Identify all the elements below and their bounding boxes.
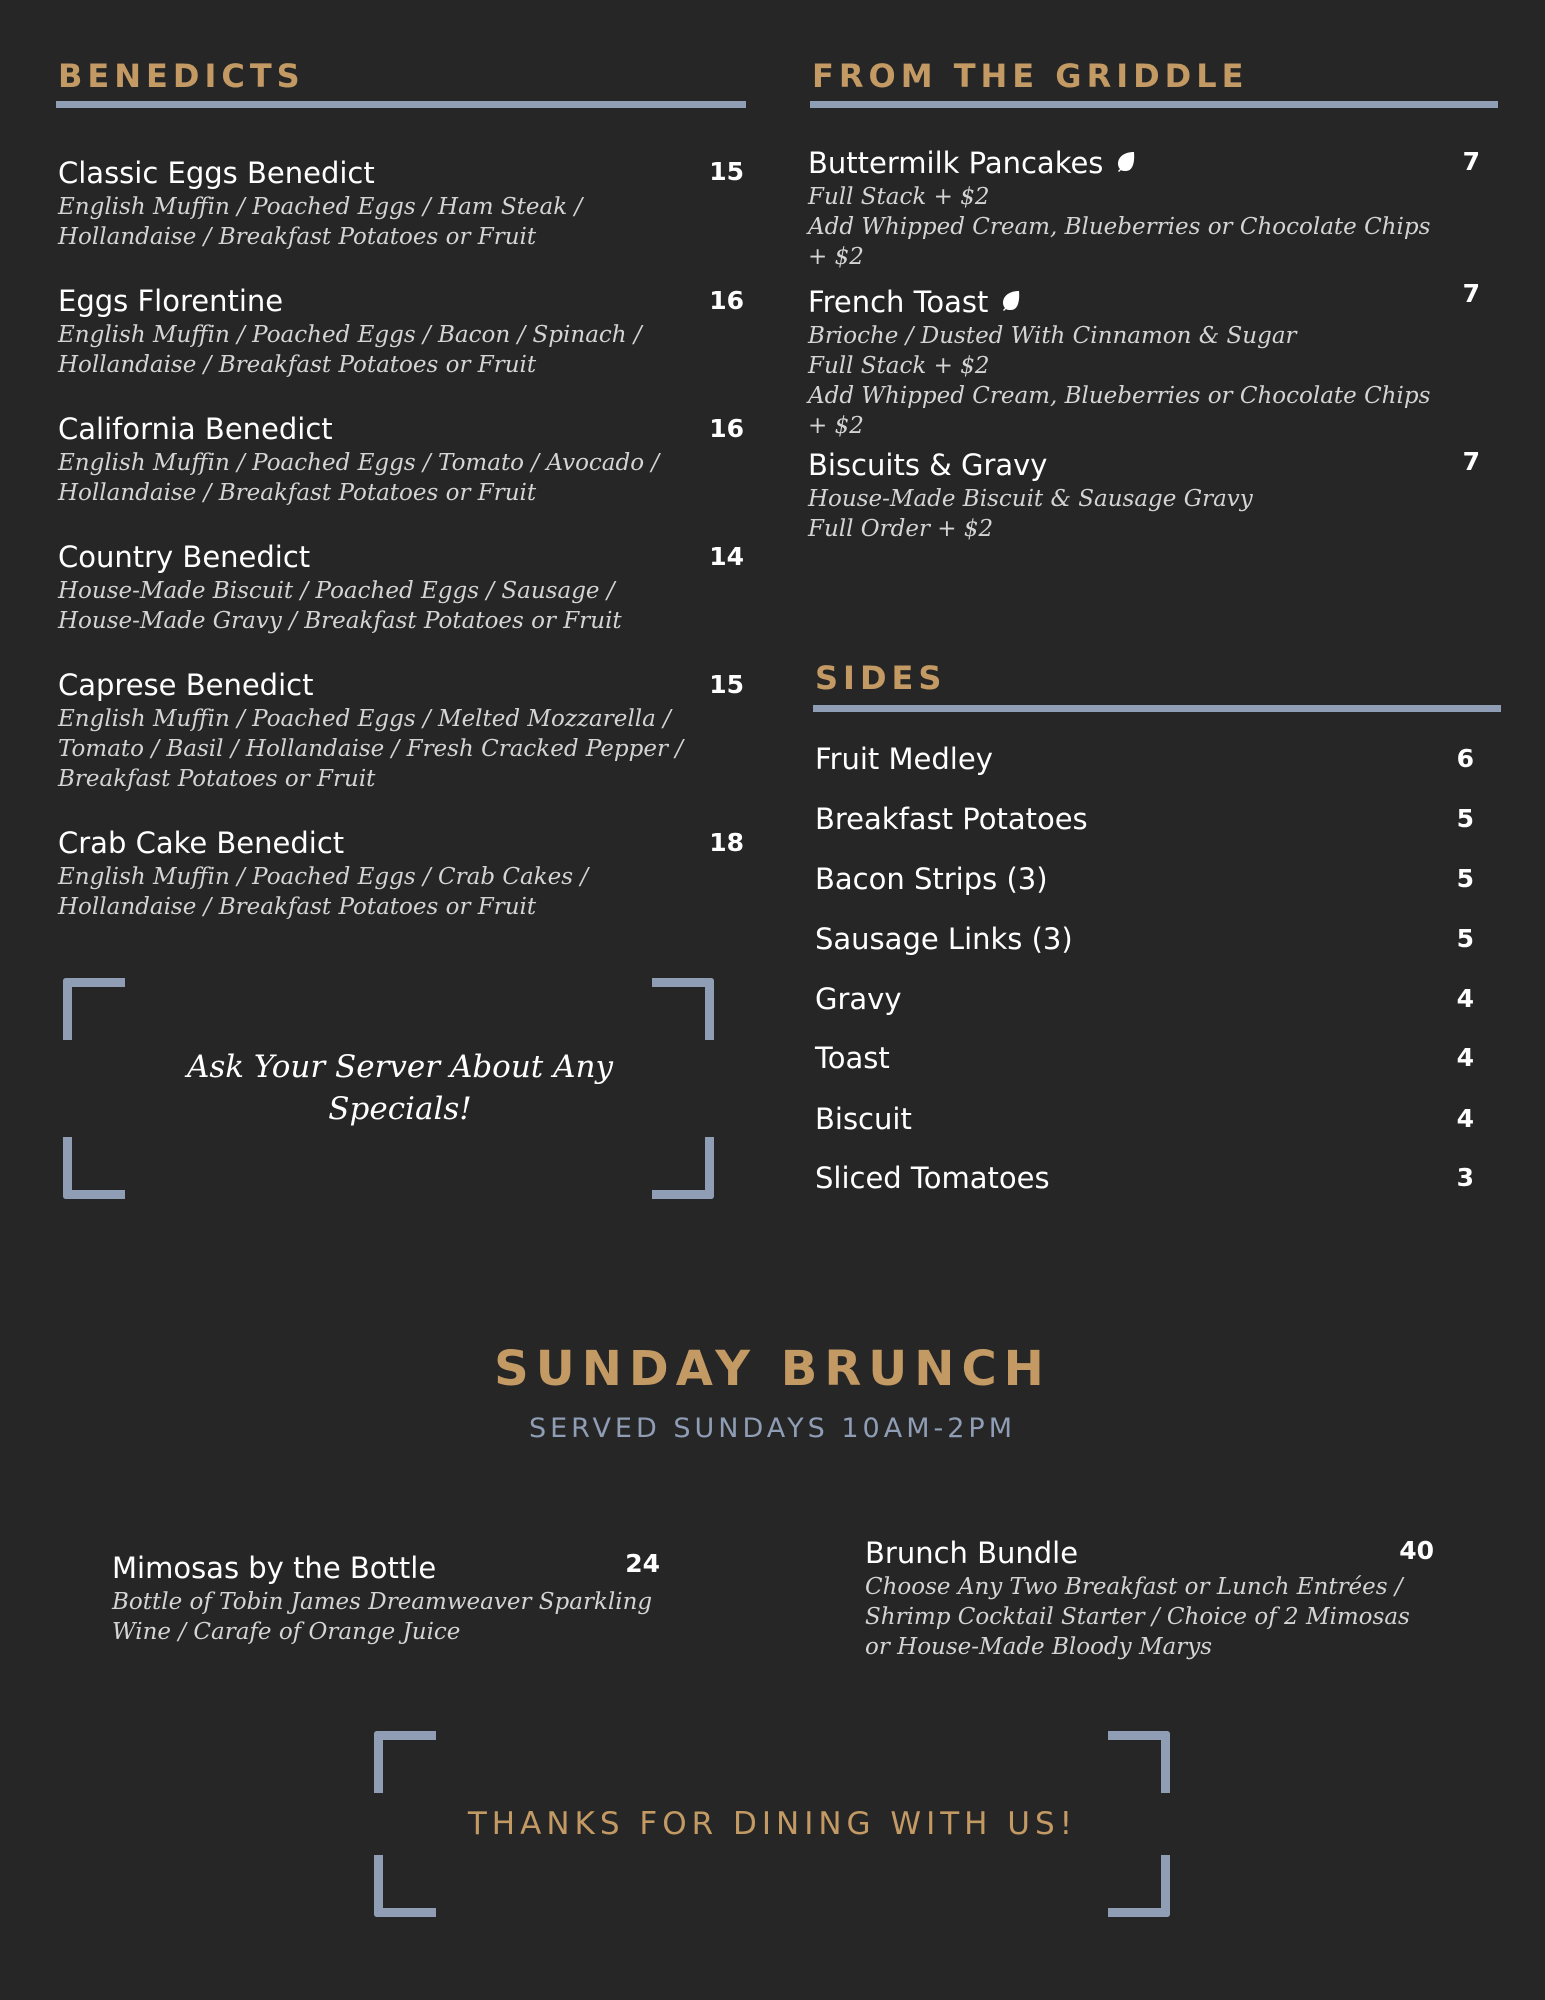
frame-corner-bottom-right [1108,1855,1170,1917]
side-item-name: Breakfast Potatoes [815,802,1088,836]
sides-heading: SIDES [815,659,947,697]
side-item-name: Biscuit [815,1102,912,1136]
item-name: Country Benedict [58,540,311,574]
side-item-price: 5 [1456,864,1474,893]
item-desc-line: Shrimp Cocktail Starter / Choice of 2 Mimosas [865,1604,1410,1630]
item-price: 7 [1462,147,1480,176]
benedicts-heading: BENEDICTS [58,57,305,95]
item-desc-line: Wine / Carafe of Orange Juice [112,1619,461,1645]
item-desc-line: Bottle of Tobin James Dreamweaver Sparkling [112,1589,653,1615]
item-price: 16 [709,286,744,315]
leaf-icon [1000,282,1022,320]
side-item-price: 6 [1456,744,1474,773]
item-name: California Benedict [58,412,333,446]
specials-note-line: Ask Your Server About Any [187,1049,613,1085]
frame-corner-top-left [63,978,125,1040]
item-price: 15 [709,670,744,699]
item-desc-line: Hollandaise / Breakfast Potatoes or Fruit [58,224,537,250]
item-desc-line: Hollandaise / Breakfast Potatoes or Fruit [58,480,537,506]
frame-corner-top-right [652,978,714,1040]
frame-corner-bottom-left [374,1855,436,1917]
item-name: Brunch Bundle [865,1536,1079,1570]
brunch-subtitle: SERVED SUNDAYS 10AM-2PM [528,1413,1016,1444]
item-desc-line: English Muffin / Poached Eggs / Melted Mozzarella / [58,706,671,732]
item-desc-line: Breakfast Potatoes or Fruit [58,766,376,792]
item-name-row [808,283,1448,321]
leaf-icon [1115,143,1137,181]
item-name-row [808,144,1448,182]
frame-corner-top-right [1108,1731,1170,1793]
side-item-name: Sausage Links (3) [815,922,1073,956]
side-item-price: 3 [1456,1163,1474,1192]
thanks-message: THANKS FOR DINING WITH US! [467,1806,1078,1842]
item-desc-line: House-Made Gravy / Breakfast Potatoes or Fruit [58,608,622,634]
menu-item-crab-cake-benedict [58,824,698,922]
item-price: 14 [709,542,744,571]
frame-corner-bottom-left [63,1137,125,1199]
item-name: Buttermilk Pancakes [808,146,1104,180]
menu-item-biscuits-and-gravy [808,446,1448,544]
menu-item-buttermilk-pancakes [808,144,1448,272]
item-desc-line: English Muffin / Poached Eggs / Bacon / Spinach / [58,322,642,348]
item-desc-line: Add Whipped Cream, Blueberries or Chocolate Chips + $2 [808,383,1431,439]
item-desc-line: Hollandaise / Breakfast Potatoes or Fruit [58,894,537,920]
side-item-name: Toast [815,1041,890,1075]
item-desc-line: Tomato / Basil / Hollandaise / Fresh Cracked Pepper / [58,736,684,762]
menu-item-california-benedict [58,410,698,508]
side-item-price: 5 [1456,924,1474,953]
menu-item-eggs-florentine [58,282,698,380]
item-name: Classic Eggs Benedict [58,156,375,190]
item-name: Crab Cake Benedict [58,826,345,860]
side-item-name: Fruit Medley [815,742,993,776]
menu-item-brunch-bundle [865,1534,1425,1662]
item-desc-line: House-Made Biscuit & Sausage Gravy [808,486,1253,512]
brunch-title: SUNDAY BRUNCH [494,1341,1051,1397]
item-name: French Toast [808,285,989,319]
item-price: 7 [1462,447,1480,476]
item-desc-line: House-Made Biscuit / Poached Eggs / Sausage / [58,578,615,604]
side-item-name: Gravy [815,982,902,1016]
item-desc-line: English Muffin / Poached Eggs / Crab Cakes / [58,864,589,890]
side-item-price: 5 [1456,804,1474,833]
sides-rule [813,705,1501,712]
specials-note-line: Specials! [328,1091,472,1127]
item-desc-line: Add Whipped Cream, Blueberries or Chocolate Chips + $2 [808,214,1431,270]
item-desc-line: Choose Any Two Breakfast or Lunch Entrées / [865,1574,1403,1600]
side-item-name: Bacon Strips (3) [815,862,1048,896]
side-item-price: 4 [1456,984,1474,1013]
griddle-heading: FROM THE GRIDDLE [812,57,1249,95]
menu-item-country-benedict [58,538,698,636]
item-desc-line: Full Stack + $2 [808,353,990,379]
item-price: 16 [709,414,744,443]
griddle-rule [810,101,1498,108]
item-price: 18 [709,828,744,857]
item-name: Eggs Florentine [58,284,284,318]
menu-item-classic-eggs-benedict [58,154,698,252]
item-name: Mimosas by the Bottle [112,1551,437,1585]
item-desc-line: Brioche / Dusted With Cinnamon & Sugar [808,323,1297,349]
specials-note [130,1046,670,1130]
benedicts-rule [56,101,746,108]
item-price: 15 [709,157,744,186]
frame-corner-top-left [374,1731,436,1793]
side-item-price: 4 [1456,1104,1474,1133]
menu-item-mimosas-by-the-bottle [112,1549,672,1647]
item-price: 24 [625,1549,660,1578]
item-desc-line: Hollandaise / Breakfast Potatoes or Fruit [58,352,537,378]
item-desc-line: Full Order + $2 [808,516,994,542]
item-desc-line: English Muffin / Poached Eggs / Tomato / Avocado / [58,450,660,476]
side-item-name: Sliced Tomatoes [815,1161,1050,1195]
item-name: Caprese Benedict [58,668,314,702]
item-price: 7 [1462,279,1480,308]
item-desc-line: Full Stack + $2 [808,184,990,210]
item-name: Biscuits & Gravy [808,448,1048,482]
menu-item-caprese-benedict [58,666,698,794]
item-price: 40 [1399,1536,1434,1565]
menu-item-french-toast [808,283,1448,441]
side-item-price: 4 [1456,1043,1474,1072]
frame-corner-bottom-right [652,1137,714,1199]
item-desc-line: or House-Made Bloody Marys [865,1634,1212,1660]
item-desc-line: English Muffin / Poached Eggs / Ham Steak / [58,194,583,220]
